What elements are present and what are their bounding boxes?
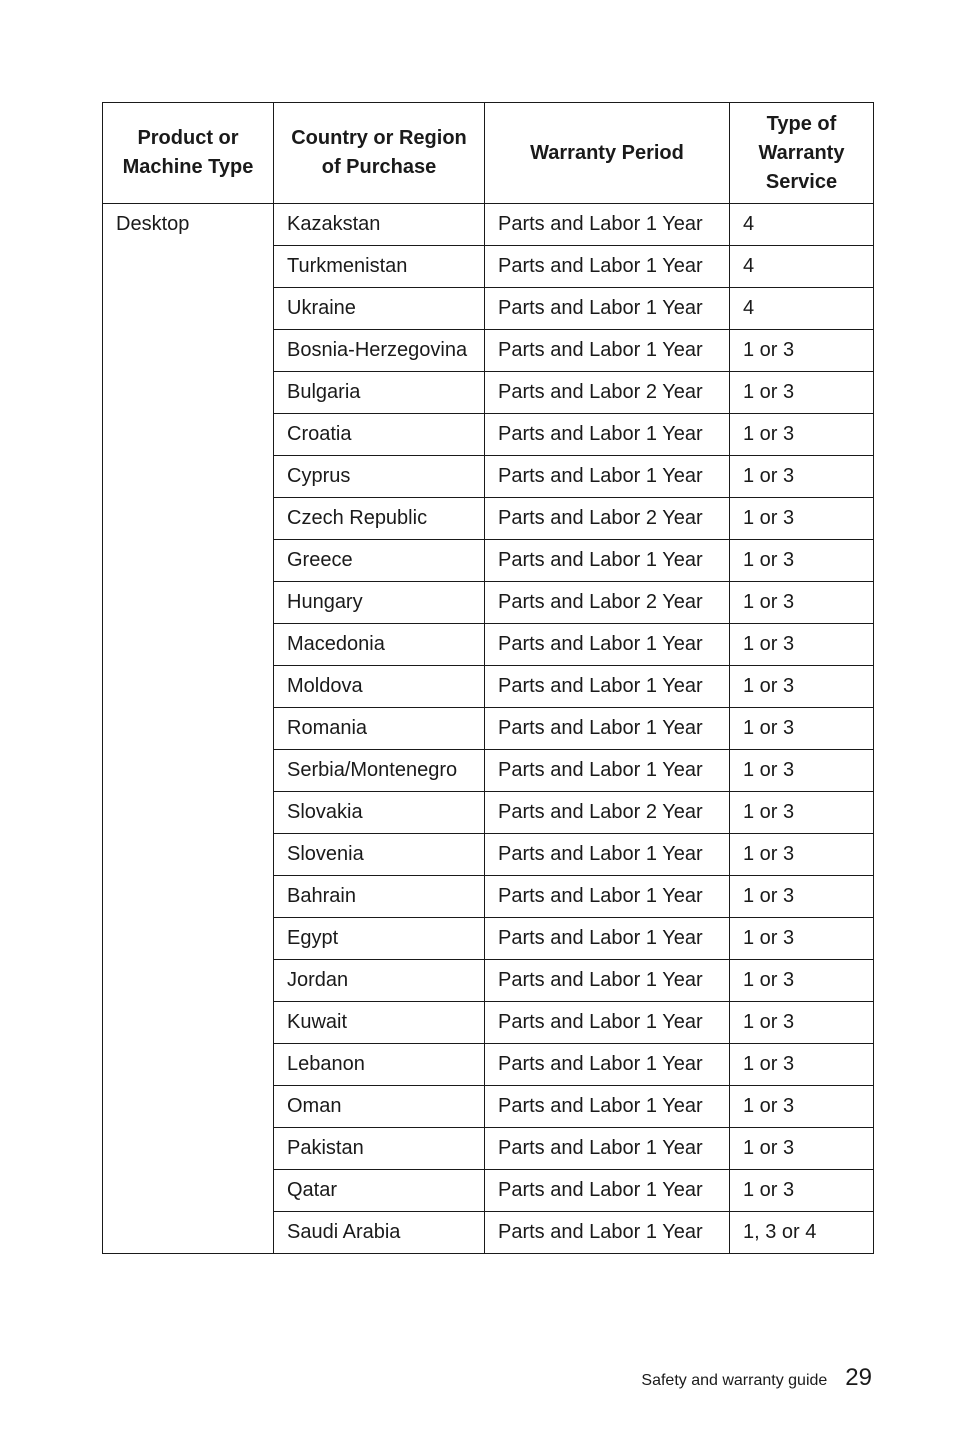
warranty-period-cell: Parts and Labor 1 Year	[485, 1212, 730, 1254]
country-cell: Serbia/Montenegro	[274, 750, 485, 792]
service-type-cell: 4	[730, 288, 874, 330]
country-cell: Bahrain	[274, 876, 485, 918]
service-type-cell: 1 or 3	[730, 582, 874, 624]
service-type-cell: 1 or 3	[730, 750, 874, 792]
product-type-cell: Desktop	[103, 204, 274, 1254]
country-cell: Bosnia-Herzegovina	[274, 330, 485, 372]
service-type-cell: 1 or 3	[730, 666, 874, 708]
service-type-cell: 1 or 3	[730, 1128, 874, 1170]
country-cell: Oman	[274, 1086, 485, 1128]
service-type-cell: 1 or 3	[730, 1170, 874, 1212]
guide-title: Safety and warranty guide	[641, 1372, 828, 1389]
warranty-table	[102, 102, 874, 1254]
service-type-cell: 1 or 3	[730, 540, 874, 582]
warranty-period-cell: Parts and Labor 1 Year	[485, 876, 730, 918]
country-cell: Lebanon	[274, 1044, 485, 1086]
service-type-cell: 1 or 3	[730, 1086, 874, 1128]
table-body	[103, 204, 874, 1254]
country-cell: Kazakstan	[274, 204, 485, 246]
country-cell: Czech Republic	[274, 498, 485, 540]
country-cell: Turkmenistan	[274, 246, 485, 288]
country-cell: Moldova	[274, 666, 485, 708]
warranty-period-cell: Parts and Labor 1 Year	[485, 414, 730, 456]
country-cell: Slovenia	[274, 834, 485, 876]
service-type-cell: 1 or 3	[730, 498, 874, 540]
warranty-period-cell: Parts and Labor 1 Year	[485, 918, 730, 960]
page-number: 29	[845, 1364, 872, 1391]
service-type-cell: 4	[730, 204, 874, 246]
warranty-period-cell: Parts and Labor 1 Year	[485, 1128, 730, 1170]
service-type-cell: 1 or 3	[730, 456, 874, 498]
header-country-region: Country or Region of Purchase	[274, 103, 485, 204]
header-warranty-service-type: Type of Warranty Service	[730, 103, 874, 204]
service-type-cell: 1 or 3	[730, 330, 874, 372]
country-cell: Greece	[274, 540, 485, 582]
country-cell: Ukraine	[274, 288, 485, 330]
header-product-type: Product or Machine Type	[103, 103, 274, 204]
country-cell: Egypt	[274, 918, 485, 960]
warranty-period-cell: Parts and Labor 1 Year	[485, 1044, 730, 1086]
country-cell: Romania	[274, 708, 485, 750]
service-type-cell: 1 or 3	[730, 624, 874, 666]
warranty-period-cell: Parts and Labor 1 Year	[485, 204, 730, 246]
service-type-cell: 1 or 3	[730, 960, 874, 1002]
country-cell: Qatar	[274, 1170, 485, 1212]
country-cell: Macedonia	[274, 624, 485, 666]
country-cell: Saudi Arabia	[274, 1212, 485, 1254]
warranty-period-cell: Parts and Labor 2 Year	[485, 792, 730, 834]
warranty-period-cell: Parts and Labor 1 Year	[485, 288, 730, 330]
country-cell: Slovakia	[274, 792, 485, 834]
service-type-cell: 1, 3 or 4	[730, 1212, 874, 1254]
service-type-cell: 4	[730, 246, 874, 288]
country-cell: Pakistan	[274, 1128, 485, 1170]
service-type-cell: 1 or 3	[730, 708, 874, 750]
warranty-period-cell: Parts and Labor 2 Year	[485, 498, 730, 540]
warranty-period-cell: Parts and Labor 1 Year	[485, 246, 730, 288]
service-type-cell: 1 or 3	[730, 876, 874, 918]
warranty-period-cell: Parts and Labor 2 Year	[485, 372, 730, 414]
warranty-period-cell: Parts and Labor 1 Year	[485, 624, 730, 666]
service-type-cell: 1 or 3	[730, 372, 874, 414]
country-cell: Jordan	[274, 960, 485, 1002]
service-type-cell: 1 or 3	[730, 834, 874, 876]
header-warranty-period: Warranty Period	[485, 103, 730, 204]
warranty-period-cell: Parts and Labor 1 Year	[485, 330, 730, 372]
service-type-cell: 1 or 3	[730, 1002, 874, 1044]
country-cell: Kuwait	[274, 1002, 485, 1044]
warranty-period-cell: Parts and Labor 1 Year	[485, 960, 730, 1002]
warranty-period-cell: Parts and Labor 1 Year	[485, 456, 730, 498]
country-cell: Croatia	[274, 414, 485, 456]
service-type-cell: 1 or 3	[730, 918, 874, 960]
warranty-period-cell: Parts and Labor 1 Year	[485, 540, 730, 582]
warranty-period-cell: Parts and Labor 2 Year	[485, 582, 730, 624]
service-type-cell: 1 or 3	[730, 414, 874, 456]
country-cell: Bulgaria	[274, 372, 485, 414]
warranty-period-cell: Parts and Labor 1 Year	[485, 1086, 730, 1128]
warranty-period-cell: Parts and Labor 1 Year	[485, 666, 730, 708]
warranty-period-cell: Parts and Labor 1 Year	[485, 1002, 730, 1044]
table-header-row	[103, 103, 874, 204]
country-cell: Hungary	[274, 582, 485, 624]
page-footer	[641, 1364, 872, 1392]
service-type-cell: 1 or 3	[730, 1044, 874, 1086]
warranty-period-cell: Parts and Labor 1 Year	[485, 1170, 730, 1212]
warranty-period-cell: Parts and Labor 1 Year	[485, 834, 730, 876]
service-type-cell: 1 or 3	[730, 792, 874, 834]
warranty-period-cell: Parts and Labor 1 Year	[485, 750, 730, 792]
table-row	[103, 204, 874, 246]
warranty-period-cell: Parts and Labor 1 Year	[485, 708, 730, 750]
country-cell: Cyprus	[274, 456, 485, 498]
